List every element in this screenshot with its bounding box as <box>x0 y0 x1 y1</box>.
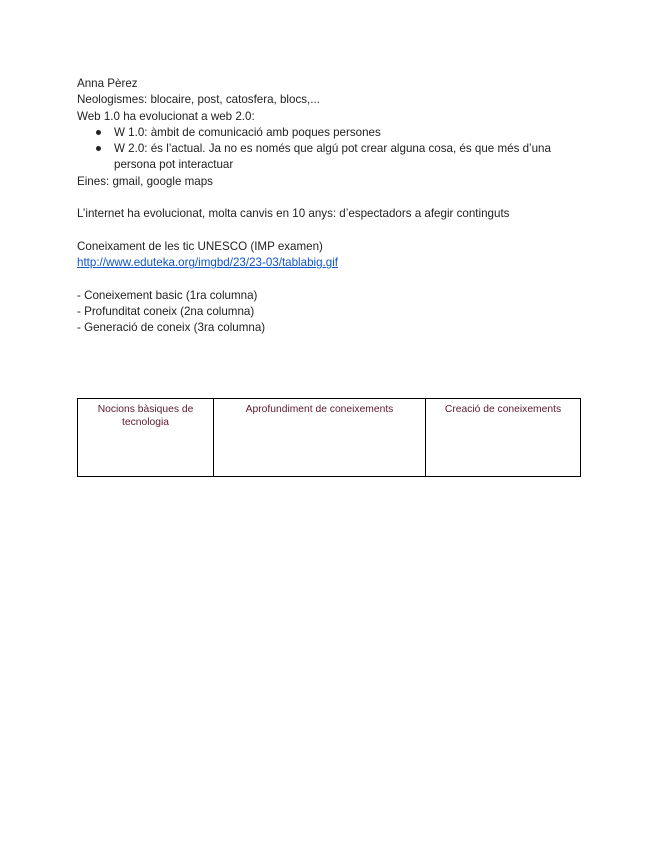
link-line <box>77 255 587 271</box>
blank-line <box>77 272 587 288</box>
bullet-item-web2 <box>77 141 564 174</box>
blank-line <box>77 190 587 206</box>
blank-line <box>77 223 587 239</box>
table-cell-creacio[interactable]: Creació de coneixements <box>426 399 581 477</box>
eduteka-link[interactable]: http://www.eduteka.org/imgbd/23/23-03/tablabig.gif <box>77 256 339 270</box>
coneixament-line: Coneixament de les tic UNESCO (IMP examen) <box>77 239 323 253</box>
bullet-text-web2: W 2.0: és l’actual. Ja no es només que algú pot crear alguna cosa, és que més d’una persona pot interactuar <box>114 142 551 172</box>
web-evolution-line: Web 1.0 ha evolucionat a web 2.0: <box>77 109 255 123</box>
column-item-3: - Generació de coneix (3ra columna) <box>77 321 266 335</box>
table-cell-aprofundiment[interactable]: Aprofundiment de coneixements <box>214 399 426 477</box>
column-item-1: - Coneixement basic (1ra columna) <box>77 288 258 302</box>
web-bullet-list <box>77 125 587 174</box>
bullet-item-web1 <box>77 125 564 141</box>
bullet-dot-icon <box>96 146 101 151</box>
table-cell-nocions[interactable]: Nocions bàsiques de tecnologia <box>78 399 214 477</box>
bullet-text-web1: W 1.0: àmbit de comunicació amb poques persones <box>114 125 381 139</box>
neologismes-line: Neologismes: blocaire, post, catosfera, blocs,... <box>77 93 320 107</box>
column-item-2: - Profunditat coneix (2na columna) <box>77 305 255 319</box>
document-body <box>77 76 587 337</box>
bullet-dot-icon <box>96 130 101 135</box>
table-row <box>78 399 581 477</box>
unesco-table <box>77 398 581 477</box>
author-line: Anna Pèrez <box>77 77 138 90</box>
internet-line: L’internet ha evolucionat, molta canvis en 10 anys: d’espectadors a afegir continguts <box>77 207 510 221</box>
eines-line: Eines: gmail, google maps <box>77 174 213 188</box>
